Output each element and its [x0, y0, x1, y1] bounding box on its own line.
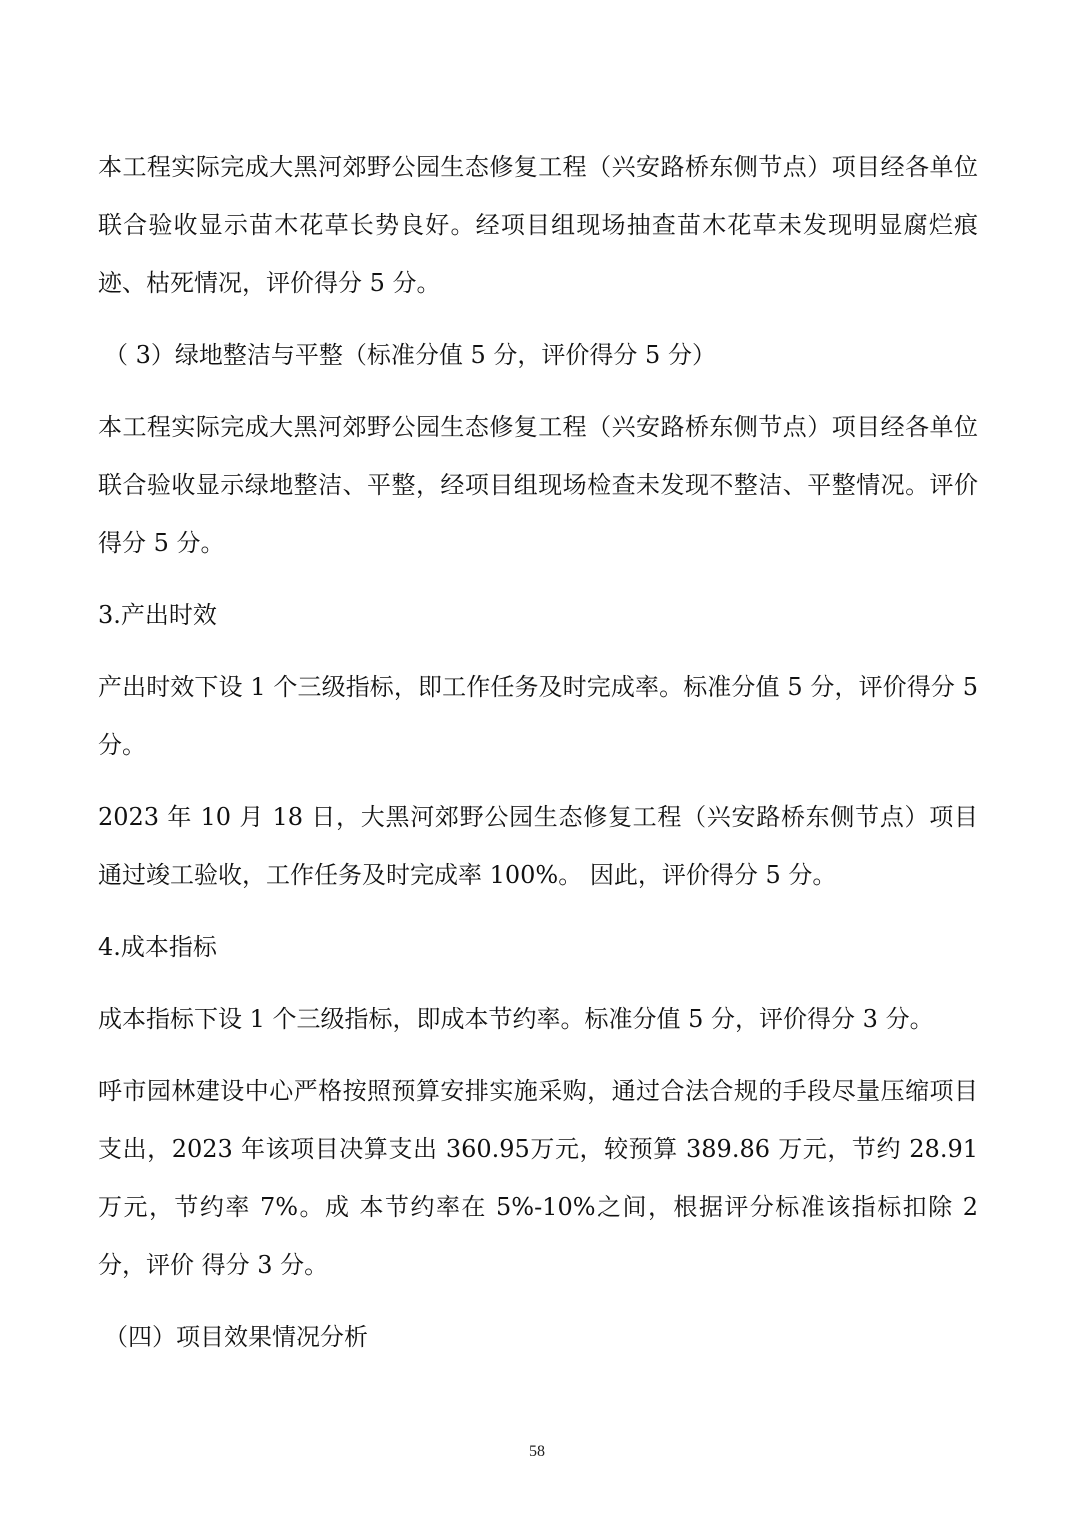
- paragraph-seedling-growth: 本工程实际完成大黑河郊野公园生态修复工程（兴安路桥东侧节点）项目经各单位联合验收显示苗木花草长势良好。经项目组现场抽查苗木花草未发现明显腐烂痕迹、枯死情况，评价得分 5 分。: [98, 153, 978, 297]
- heading-project-effect: （四）项目效果情况分析: [104, 1323, 368, 1351]
- document-body: [98, 138, 978, 1380]
- heading-output-timeliness: 3.产出时效: [98, 601, 217, 629]
- page-number: 58: [529, 1443, 545, 1460]
- heading-cost-indicator: 4.成本指标: [98, 933, 217, 961]
- paragraph-timeliness-indicator: 产出时效下设 1 个三级指标，即工作任务及时完成率。标准分值 5 分，评价得分 5 分。: [98, 673, 978, 759]
- paragraph-cost-saving: 呼市园林建设中心严格按照预算安排实施采购，通过合法合规的手段尽量压缩项目支出，2023 年该项目决算支出 360.95万元，较预算 389.86 万元，节约 28.91 万元，节约率 7%。成 本节约率在 5%-10%之间，根据评分标准该指标扣除 2 分，评价 得分 3 分。: [98, 1077, 978, 1279]
- heading-green-space-tidiness: （ 3）绿地整洁与平整（标准分值 5 分，评价得分 5 分）: [104, 341, 716, 369]
- paragraph-completion-acceptance: 2023 年 10 月 18 日，大黑河郊野公园生态修复工程（兴安路桥东侧节点）项目通过竣工验收，工作任务及时完成率 100%。 因此，评价得分 5 分。: [98, 803, 978, 889]
- paragraph-cost-indicator: 成本指标下设 1 个三级指标，即成本节约率。标准分值 5 分，评价得分 3 分。: [98, 1005, 934, 1033]
- paragraph-green-space-inspection: 本工程实际完成大黑河郊野公园生态修复工程（兴安路桥东侧节点）项目经各单位联合验收显示绿地整洁、平整，经项目组现场检查未发现不整洁、平整情况。评价得分 5 分。: [98, 413, 978, 557]
